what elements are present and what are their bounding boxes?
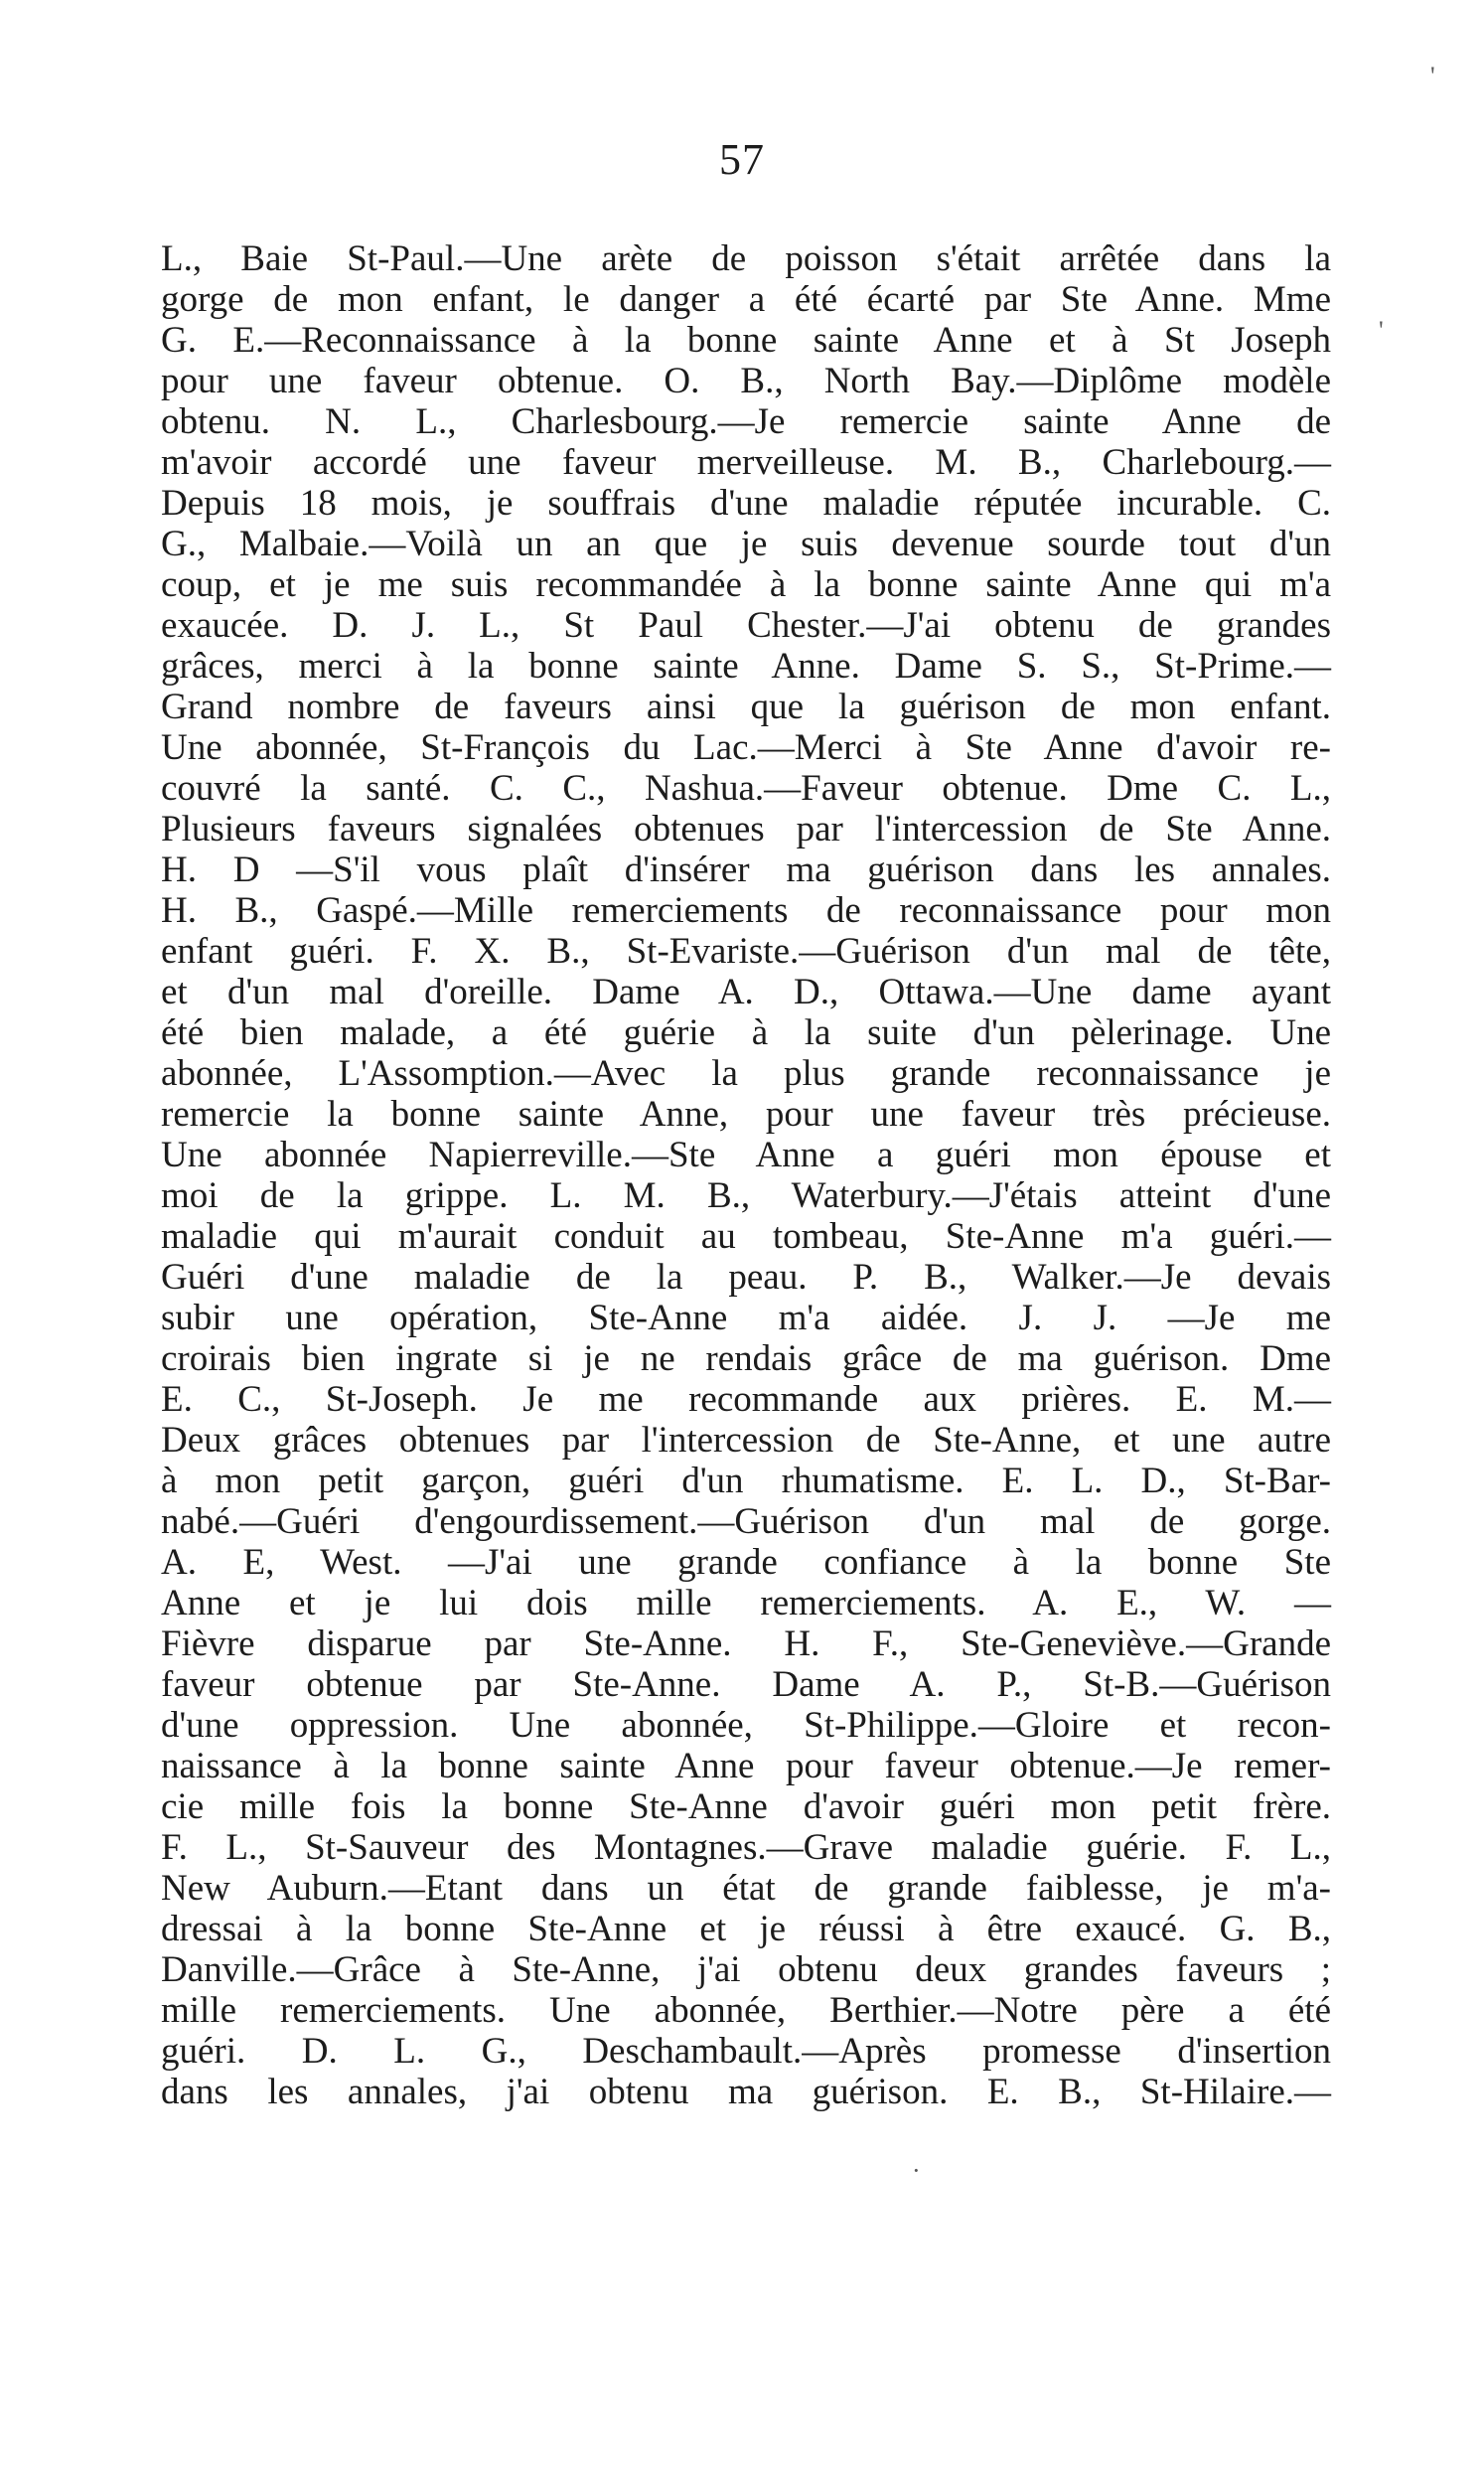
text-line: maladie qui m'aurait conduit au tombeau, Ste-Anne m'a guéri.— <box>161 1216 1331 1257</box>
text-line: Une abonnée Napierreville.—Ste Anne a guéri mon épouse et <box>161 1135 1331 1175</box>
text-line: cie mille fois la bonne Ste-Anne d'avoir guéri mon petit frère. <box>161 1786 1331 1827</box>
text-line: croirais bien ingrate si je ne rendais grâce de ma guérison. Dme <box>161 1338 1331 1379</box>
text-line: G. E.—Reconnaissance à la bonne sainte Anne et à St Joseph <box>161 320 1331 361</box>
text-line: et d'un mal d'oreille. Dame A. D., Ottawa.—Une dame ayant <box>161 972 1331 1012</box>
speck-mark: ' <box>1379 316 1384 345</box>
text-line: coup, et je me suis recommandée à la bonne sainte Anne qui m'a <box>161 564 1331 605</box>
text-line: exaucée. D. J. L., St Paul Chester.—J'ai obtenu de grandes <box>161 605 1331 646</box>
text-line: à mon petit garçon, guéri d'un rhumatisme. E. L. D., St-Bar- <box>161 1461 1331 1501</box>
text-line: Deux grâces obtenues par l'intercession de Ste-Anne, et une autre <box>161 1420 1331 1461</box>
text-line: Guéri d'une maladie de la peau. P. B., Walker.—Je devais <box>161 1257 1331 1298</box>
text-line: gorge de mon enfant, le danger a été écarté par Ste Anne. Mme <box>161 279 1331 320</box>
text-line: pour une faveur obtenue. O. B., North Bay.—Diplôme modèle <box>161 361 1331 401</box>
text-line: été bien malade, a été guérie à la suite d'un pèlerinage. Une <box>161 1012 1331 1053</box>
text-line: faveur obtenue par Ste-Anne. Dame A. P., St-B.—Guérison <box>161 1664 1331 1705</box>
text-line: m'avoir accordé une faveur merveilleuse. M. B., Charlebourg.— <box>161 442 1331 483</box>
speck-mark: ' <box>1430 62 1435 90</box>
text-line: couvré la santé. C. C., Nashua.—Faveur obtenue. Dme C. L., <box>161 768 1331 809</box>
text-line: G., Malbaie.—Voilà un an que je suis devenue sourde tout d'un <box>161 524 1331 564</box>
text-line: abonnée, L'Assomption.—Avec la plus grande reconnaissance je <box>161 1053 1331 1094</box>
text-line: Danville.—Grâce à Ste-Anne, j'ai obtenu deux grandes faveurs ; <box>161 1949 1331 1990</box>
text-line: enfant guéri. F. X. B., St-Evariste.—Guérison d'un mal de tête, <box>161 931 1331 972</box>
text-line: obtenu. N. L., Charlesbourg.—Je remercie sainte Anne de <box>161 401 1331 442</box>
text-line: naissance à la bonne sainte Anne pour faveur obtenue.—Je remer- <box>161 1746 1331 1786</box>
text-line: moi de la grippe. L. M. B., Waterbury.—J'étais atteint d'une <box>161 1175 1331 1216</box>
body-text <box>161 238 1331 2112</box>
text-line: L., Baie St-Paul.—Une arète de poisson s'était arrêtée dans la <box>161 238 1331 279</box>
text-line: New Auburn.—Etant dans un état de grande faiblesse, je m'a- <box>161 1868 1331 1909</box>
text-line: remercie la bonne sainte Anne, pour une faveur très précieuse. <box>161 1094 1331 1135</box>
speck-mark: · <box>912 2156 921 2185</box>
text-line: guéri. D. L. G., Deschambault.—Après promesse d'insertion <box>161 2031 1331 2072</box>
text-line: Fièvre disparue par Ste-Anne. H. F., Ste-Geneviève.—Grande <box>161 1623 1331 1664</box>
text-line: dans les annales, j'ai obtenu ma guérison. E. B., St-Hilaire.— <box>161 2072 1331 2112</box>
text-line: Plusieurs faveurs signalées obtenues par l'intercession de Ste Anne. <box>161 809 1331 849</box>
text-line: F. L., St-Sauveur des Montagnes.—Grave maladie guérie. F. L., <box>161 1827 1331 1868</box>
text-line: Grand nombre de faveurs ainsi que la guérison de mon enfant. <box>161 687 1331 727</box>
text-line: subir une opération, Ste-Anne m'a aidée. J. J. —Je me <box>161 1298 1331 1338</box>
text-line: grâces, merci à la bonne sainte Anne. Dame S. S., St-Prime.— <box>161 646 1331 687</box>
text-line: H. B., Gaspé.—Mille remerciements de reconnaissance pour mon <box>161 890 1331 931</box>
text-line: E. C., St-Joseph. Je me recommande aux prières. E. M.— <box>161 1379 1331 1420</box>
text-line: mille remerciements. Une abonnée, Berthier.—Notre père a été <box>161 1990 1331 2031</box>
text-line: nabé.—Guéri d'engourdissement.—Guérison d'un mal de gorge. <box>161 1501 1331 1542</box>
text-line: d'une oppression. Une abonnée, St-Philippe.—Gloire et recon- <box>161 1705 1331 1746</box>
text-line: H. D —S'il vous plaît d'insérer ma guérison dans les annales. <box>161 849 1331 890</box>
page-number: 57 <box>719 135 765 184</box>
text-line: A. E, West. —J'ai une grande confiance à la bonne Ste <box>161 1542 1331 1583</box>
text-line: dressai à la bonne Ste-Anne et je réussi à être exaucé. G. B., <box>161 1909 1331 1949</box>
text-line: Une abonnée, St-François du Lac.—Merci à Ste Anne d'avoir re- <box>161 727 1331 768</box>
text-line: Anne et je lui dois mille remerciements. A. E., W. — <box>161 1583 1331 1623</box>
text-line: Depuis 18 mois, je souffrais d'une maladie réputée incurable. C. <box>161 483 1331 524</box>
